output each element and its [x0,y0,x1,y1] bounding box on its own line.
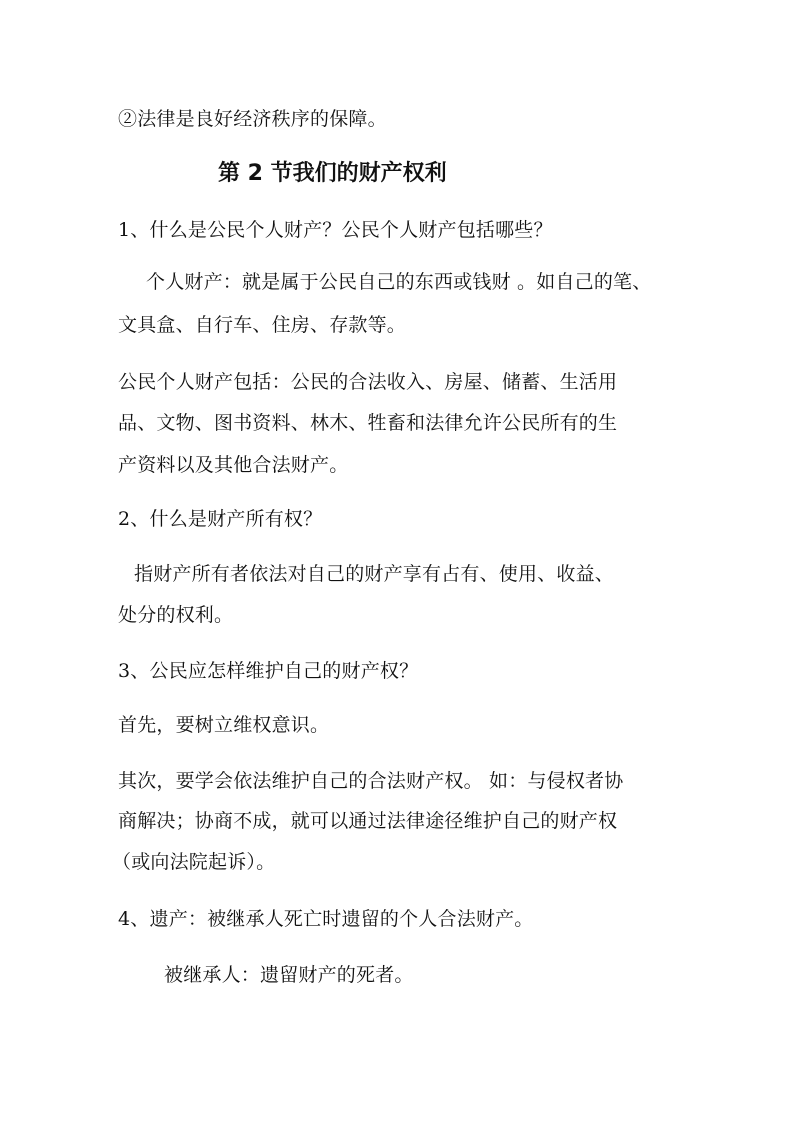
q4-definition: 4、遗产：被继承人死亡时遗留的个人合法财产。 [118,908,534,930]
q1-includes-line2: 品、文物、图书资料、林木、牲畜和法律允许公民所有的生 [118,412,618,434]
q3-second-line2: 商解决；协商不成，就可以通过法律途径维护自己的财产权 [118,810,618,832]
q3-second-line3: （或向法院起诉）。 [112,851,276,873]
q1-question: 1、什么是公民个人财产？公民个人财产包括哪些？ [118,219,553,241]
q3-first: 首先，要树立维权意识。 [118,714,330,736]
q3-question: 3、公民应怎样维护自己的财产权？ [118,660,419,682]
q2-answer-line2: 处分的权利。 [118,604,234,626]
q1-includes-line3: 产资料以及其他合法财产。 [118,454,349,476]
q1-includes-line1: 公民个人财产包括：公民的合法收入、房屋、储蓄、生活用 [118,371,618,393]
section-title: 第 2 节我们的财产权利 [218,161,447,186]
q2-question: 2、什么是财产所有权？ [118,508,323,530]
q1-answer-line1: 个人财产：就是属于公民自己的东西或钱财 。如自己的笔、 [146,271,652,293]
q1-answer-line2: 文具盒、自行车、住房、存款等。 [118,314,407,336]
q3-second-line1: 其次，要学会依法维护自己的合法财产权。 如：与侵权者协 [118,770,624,792]
q2-answer-line1: 指财产所有者依法对自己的财产享有占有、使用、收益、 [134,563,615,585]
intro-line: ②法律是良好经济秩序的保障。 [118,108,387,130]
q4-sub-definition: 被继承人：遗留财产的死者。 [164,964,414,986]
